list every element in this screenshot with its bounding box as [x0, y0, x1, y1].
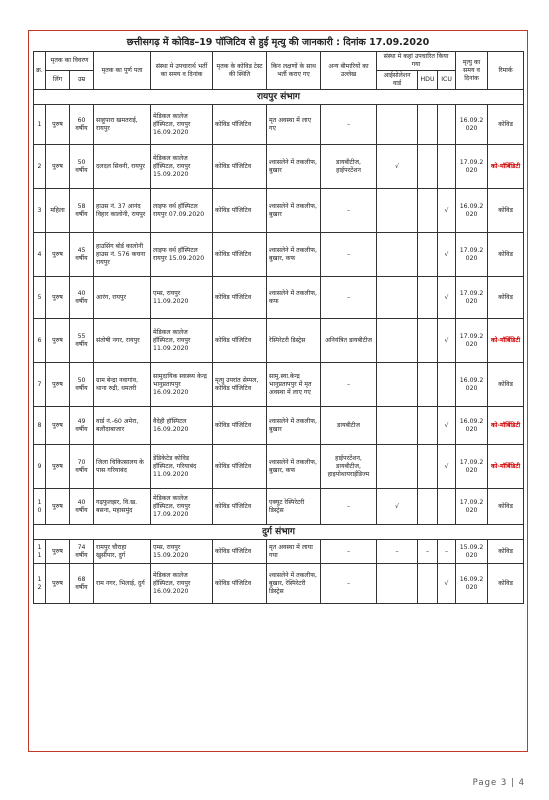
age-cell: 45 वर्षीय: [70, 233, 94, 277]
death-date-cell: 17.09.2020: [456, 445, 488, 489]
institution-cell: मेडिकल कालेज हॉस्पिटल, रायपुर 15.09.2020: [151, 145, 213, 189]
remark-cell: कोविड: [488, 564, 524, 604]
hdu-cell: [418, 363, 438, 407]
isolation-cell: [377, 319, 418, 363]
test-cell: कोविड पॉजिटिव: [213, 277, 267, 319]
header-institution: संस्था मे उपचारार्थ भर्ती का समय व दिनांक: [151, 52, 213, 90]
hdu-cell: [418, 319, 438, 363]
table-row: [34, 564, 524, 604]
isolation-cell: [377, 407, 418, 445]
table-row: [34, 189, 524, 233]
gender-cell: पुरुष: [46, 564, 70, 604]
address-cell: गढ़फुलझर, वि.ख. बसना, महासमुंद: [94, 489, 151, 525]
diseases-cell: डायबीटीज, हाईपरटेंशन: [321, 145, 377, 189]
institution-cell: मेडिकल कालेज हॉस्पिटल, रायपुर 16.09.2020: [151, 105, 213, 145]
death-date-cell: 17.09.2020: [456, 489, 488, 525]
symptoms-cell: सामु.स्वा.केन्द्र भानुप्रतापपुर में मृत अवस्था में लाए गए: [267, 363, 321, 407]
table-row: [34, 445, 524, 489]
remark-cell: कोविड: [488, 189, 524, 233]
age-cell: 68 वर्षीय: [70, 564, 94, 604]
institution-cell: लाइफ वर्थ हॉस्पिटल रायपुर 07.09.2020: [151, 189, 213, 233]
age-cell: 40 वर्षीय: [70, 277, 94, 319]
hdu-cell: [418, 445, 438, 489]
gender-cell: पुरुष: [46, 540, 70, 564]
icu-cell: √: [438, 564, 456, 604]
sno-cell: 3: [34, 189, 46, 233]
gender-cell: पुरुष: [46, 277, 70, 319]
hdu-cell: [418, 564, 438, 604]
diseases-cell: –: [321, 277, 377, 319]
test-cell: कोविड पॉजिटिव: [213, 105, 267, 145]
table-row: [34, 319, 524, 363]
symptoms-cell: श्वासलेने में तकलीफ, बुखार: [267, 145, 321, 189]
remark-cell: कोविड: [488, 363, 524, 407]
icu-cell: √: [438, 407, 456, 445]
table-row: [34, 277, 524, 319]
test-cell: कोविड पॉजिटिव: [213, 540, 267, 564]
sno-cell: 5: [34, 277, 46, 319]
symptoms-cell: श्वासलेने में तकलीफ, बुखार, रेस्पिरेटरी डिस्ट्रेस: [267, 564, 321, 604]
section-heading: दुर्ग संभाग: [34, 525, 524, 540]
symptoms-cell: श्वासलेने में तकलीफ, बुखार: [267, 407, 321, 445]
header-age: उम्र: [70, 71, 94, 90]
test-cell: कोविड पॉजिटिव: [213, 145, 267, 189]
institution-cell: मेडिकल कालेज हॉस्पिटल, रायपुर 11.09.2020: [151, 319, 213, 363]
sno-cell: 10: [34, 489, 46, 525]
diseases-cell: –: [321, 564, 377, 604]
remark-cell: कोविड: [488, 233, 524, 277]
hdu-cell: [418, 145, 438, 189]
icu-cell: [438, 363, 456, 407]
header-treated-where: संस्था मे कहां उपचारित किया गया: [377, 52, 456, 71]
gender-cell: पुरुष: [46, 233, 70, 277]
death-date-cell: 16.09.2020: [456, 363, 488, 407]
diseases-cell: –: [321, 105, 377, 145]
table-row: [34, 105, 524, 145]
sno-cell: 4: [34, 233, 46, 277]
table-row: [34, 540, 524, 564]
document-title: छत्तीसगढ़ में कोविड–19 पॉजिटिव से हुई मृत्यु की जानकारी : दिनांक 17.09.2020: [126, 37, 430, 48]
institution-cell: डेडिकेटेड कोविड हॉस्पिटल, गरियाबंद 11.09.2020: [151, 445, 213, 489]
age-cell: 50 वर्षीय: [70, 363, 94, 407]
hdu-cell: [418, 105, 438, 145]
remark-cell: कोविड: [488, 277, 524, 319]
diseases-cell: अनियंत्रित डायबीटीज: [321, 319, 377, 363]
icu-cell: –: [438, 540, 456, 564]
death-date-cell: 17.09.2020: [456, 233, 488, 277]
isolation-cell: √: [377, 145, 418, 189]
remark-cell: को-मॉर्बिडिटी: [488, 319, 524, 363]
test-cell: कोविड पॉजिटिव: [213, 319, 267, 363]
icu-cell: √: [438, 445, 456, 489]
test-cell: कोविड पॉजिटिव: [213, 564, 267, 604]
symptoms-cell: मृत अवस्था में लाए गए: [267, 105, 321, 145]
institution-cell: एम्स, रायपुर 15.09.2020: [151, 540, 213, 564]
icu-cell: [438, 489, 456, 525]
address-cell: राम नगर, भिलाई, दुर्ग: [94, 564, 151, 604]
death-report-table: [33, 51, 524, 604]
address-cell: हाउस नं. 37 आनंद विहार कालोनी, रायपुर: [94, 189, 151, 233]
icu-cell: √: [438, 189, 456, 233]
gender-cell: पुरुष: [46, 363, 70, 407]
table-row: [34, 489, 524, 525]
table-row: [34, 407, 524, 445]
address-cell: रामपुर चौराहा खुर्सीपार, दुर्ग: [94, 540, 151, 564]
isolation-cell: √: [377, 489, 418, 525]
header-deceased: मृतक का विवरण: [46, 52, 94, 71]
sno-cell: 6: [34, 319, 46, 363]
diseases-cell: –: [321, 363, 377, 407]
icu-cell: √: [438, 277, 456, 319]
address-cell: दलदल सिवनी, रायपुर: [94, 145, 151, 189]
isolation-cell: [377, 233, 418, 277]
sno-cell: 2: [34, 145, 46, 189]
institution-cell: मेडिकल कालेज हॉस्पिटल, रायपुर 17.09.2020: [151, 489, 213, 525]
age-cell: 60 वर्षीय: [70, 105, 94, 145]
symptoms-cell: श्वासलेने में तकलीफ, बुखार: [267, 189, 321, 233]
address-cell: वार्ड नं.-60 अमेरा, बलौदाबाजार: [94, 407, 151, 445]
sno-cell: 11: [34, 540, 46, 564]
test-cell: कोविड पॉजिटिव: [213, 233, 267, 277]
address-cell: आरंग, रायपुर: [94, 277, 151, 319]
icu-cell: [438, 105, 456, 145]
gender-cell: पुरुष: [46, 407, 70, 445]
section-heading-row: [34, 525, 524, 540]
gender-cell: पुरुष: [46, 445, 70, 489]
test-cell: कोविड पॉजिटिव: [213, 489, 267, 525]
hdu-cell: –: [418, 540, 438, 564]
sno-cell: 7: [34, 363, 46, 407]
age-cell: 58 वर्षीय: [70, 189, 94, 233]
age-cell: 74 वर्षीय: [70, 540, 94, 564]
address-cell: जिला चिकित्सालय के पास गरियाबंद: [94, 445, 151, 489]
table-body: [34, 90, 524, 604]
test-cell: कोविड पॉजिटिव: [213, 189, 267, 233]
hdu-cell: [418, 277, 438, 319]
isolation-cell: [377, 363, 418, 407]
institution-cell: सामुदायिक स्वास्थ्य केन्द्र भानुप्रतापपुर 16.09.2020: [151, 363, 213, 407]
institution-cell: मेडिकल कालेज हॉस्पिटल, रायपुर 16.09.2020: [151, 564, 213, 604]
remark-cell: को-मॉर्बिडिटी: [488, 445, 524, 489]
isolation-cell: –: [377, 540, 418, 564]
header-test: मृतक के कोविड टेस्ट की स्थिति: [213, 52, 267, 90]
icu-cell: √: [438, 233, 456, 277]
test-cell: कोविड पॉजिटिव: [213, 445, 267, 489]
remark-cell: को-मॉर्बिडिटी: [488, 145, 524, 189]
institution-cell: वैदेही हॉस्पिटल 16.09.2020: [151, 407, 213, 445]
gender-cell: महिला: [46, 189, 70, 233]
age-cell: 49 वर्षीय: [70, 407, 94, 445]
header-gender: लिंग: [46, 71, 70, 90]
death-date-cell: 16.09.2020: [456, 105, 488, 145]
death-date-cell: 15.09.2020: [456, 540, 488, 564]
sno-cell: 12: [34, 564, 46, 604]
header-diseases: अन्य बीमारियों का उल्लेख: [321, 52, 377, 90]
diseases-cell: –: [321, 233, 377, 277]
gender-cell: पुरुष: [46, 145, 70, 189]
header-icu: ICU: [438, 71, 456, 90]
diseases-cell: हाईपरटेंशन, डायबीटीज, हाइपोथायराईडिज्म: [321, 445, 377, 489]
remark-cell: को-मॉर्बिडिटी: [488, 407, 524, 445]
icu-cell: [438, 145, 456, 189]
table-row: [34, 363, 524, 407]
header-death: मृत्यु का समय व दिनांक: [456, 52, 488, 90]
age-cell: 70 वर्षीय: [70, 445, 94, 489]
death-date-cell: 17.09.2020: [456, 319, 488, 363]
icu-cell: √: [438, 319, 456, 363]
header-address: मृतक का पूर्ण पता: [94, 52, 151, 90]
symptoms-cell: श्वासलेने में तकलीफ, कफ: [267, 277, 321, 319]
table-row: [34, 233, 524, 277]
remark-cell: कोविड: [488, 540, 524, 564]
remark-cell: कोविड: [488, 105, 524, 145]
header-remark: रिमार्क: [488, 52, 524, 90]
gender-cell: पुरुष: [46, 319, 70, 363]
symptoms-cell: श्वासलेने में तकलीफ, बुखार, कफ: [267, 445, 321, 489]
diseases-cell: डायबीटीज: [321, 407, 377, 445]
hdu-cell: [418, 407, 438, 445]
symptoms-cell: एक्यूट रेस्पिरेटरी डिस्ट्रेस: [267, 489, 321, 525]
age-cell: 40 वर्षीय: [70, 489, 94, 525]
header-symptoms: किन लक्षणों के साथ भर्ती कराए गए: [267, 52, 321, 90]
diseases-cell: –: [321, 489, 377, 525]
death-date-cell: 17.09.2020: [456, 277, 488, 319]
symptoms-cell: श्वासलेने में तकलीफ, बुखार, कफ: [267, 233, 321, 277]
section-heading-row: [34, 90, 524, 105]
isolation-cell: [377, 105, 418, 145]
page-number: Page 3 | 4: [472, 778, 525, 788]
hdu-cell: [418, 233, 438, 277]
age-cell: 50 वर्षीय: [70, 145, 94, 189]
sno-cell: 9: [34, 445, 46, 489]
address-cell: हाउसिंग बोर्ड कालोनी हाउस नं. 576 कचना रायपुर: [94, 233, 151, 277]
isolation-cell: [377, 564, 418, 604]
address-cell: ग्राम बेन्द्रा नवागांव, थाना रुद्री, धमतरी: [94, 363, 151, 407]
sno-cell: 8: [34, 407, 46, 445]
isolation-cell: [377, 277, 418, 319]
gender-cell: पुरुष: [46, 489, 70, 525]
remark-cell: कोविड: [488, 489, 524, 525]
test-cell: मृत्यु उपरांत सेम्पल, कोविड पॉजिटिव: [213, 363, 267, 407]
address-cell: साहुपारा खमतराई, रायपुर: [94, 105, 151, 145]
header-sno: क्र.: [34, 52, 46, 90]
address-cell: संतोषी नगर, रायपुर: [94, 319, 151, 363]
symptoms-cell: मृत अवस्था में लाया गया: [267, 540, 321, 564]
death-date-cell: 16.09.2020: [456, 189, 488, 233]
isolation-cell: [377, 445, 418, 489]
test-cell: कोविड पॉजिटिव: [213, 407, 267, 445]
section-heading: रायपुर संभाग: [34, 90, 524, 105]
institution-cell: एम्स, रायपुर 11.09.2020: [151, 277, 213, 319]
death-date-cell: 16.09.2020: [456, 564, 488, 604]
diseases-cell: –: [321, 540, 377, 564]
isolation-cell: [377, 189, 418, 233]
diseases-cell: –: [321, 189, 377, 233]
hdu-cell: [418, 189, 438, 233]
symptoms-cell: रेस्पिरेटरी डिस्ट्रेस: [267, 319, 321, 363]
death-date-cell: 17.09.2020: [456, 145, 488, 189]
header-isolation: आईसोलेशन वार्ड: [377, 71, 418, 90]
gender-cell: पुरुष: [46, 105, 70, 145]
death-date-cell: 16.09.2020: [456, 407, 488, 445]
header-hdu: HDU: [418, 71, 438, 90]
age-cell: 55 वर्षीय: [70, 319, 94, 363]
institution-cell: लाइफ वर्थ हॉस्पिटल रायपुर 15.09.2020: [151, 233, 213, 277]
document-page: [28, 30, 528, 752]
table-row: [34, 145, 524, 189]
sno-cell: 1: [34, 105, 46, 145]
hdu-cell: [418, 489, 438, 525]
